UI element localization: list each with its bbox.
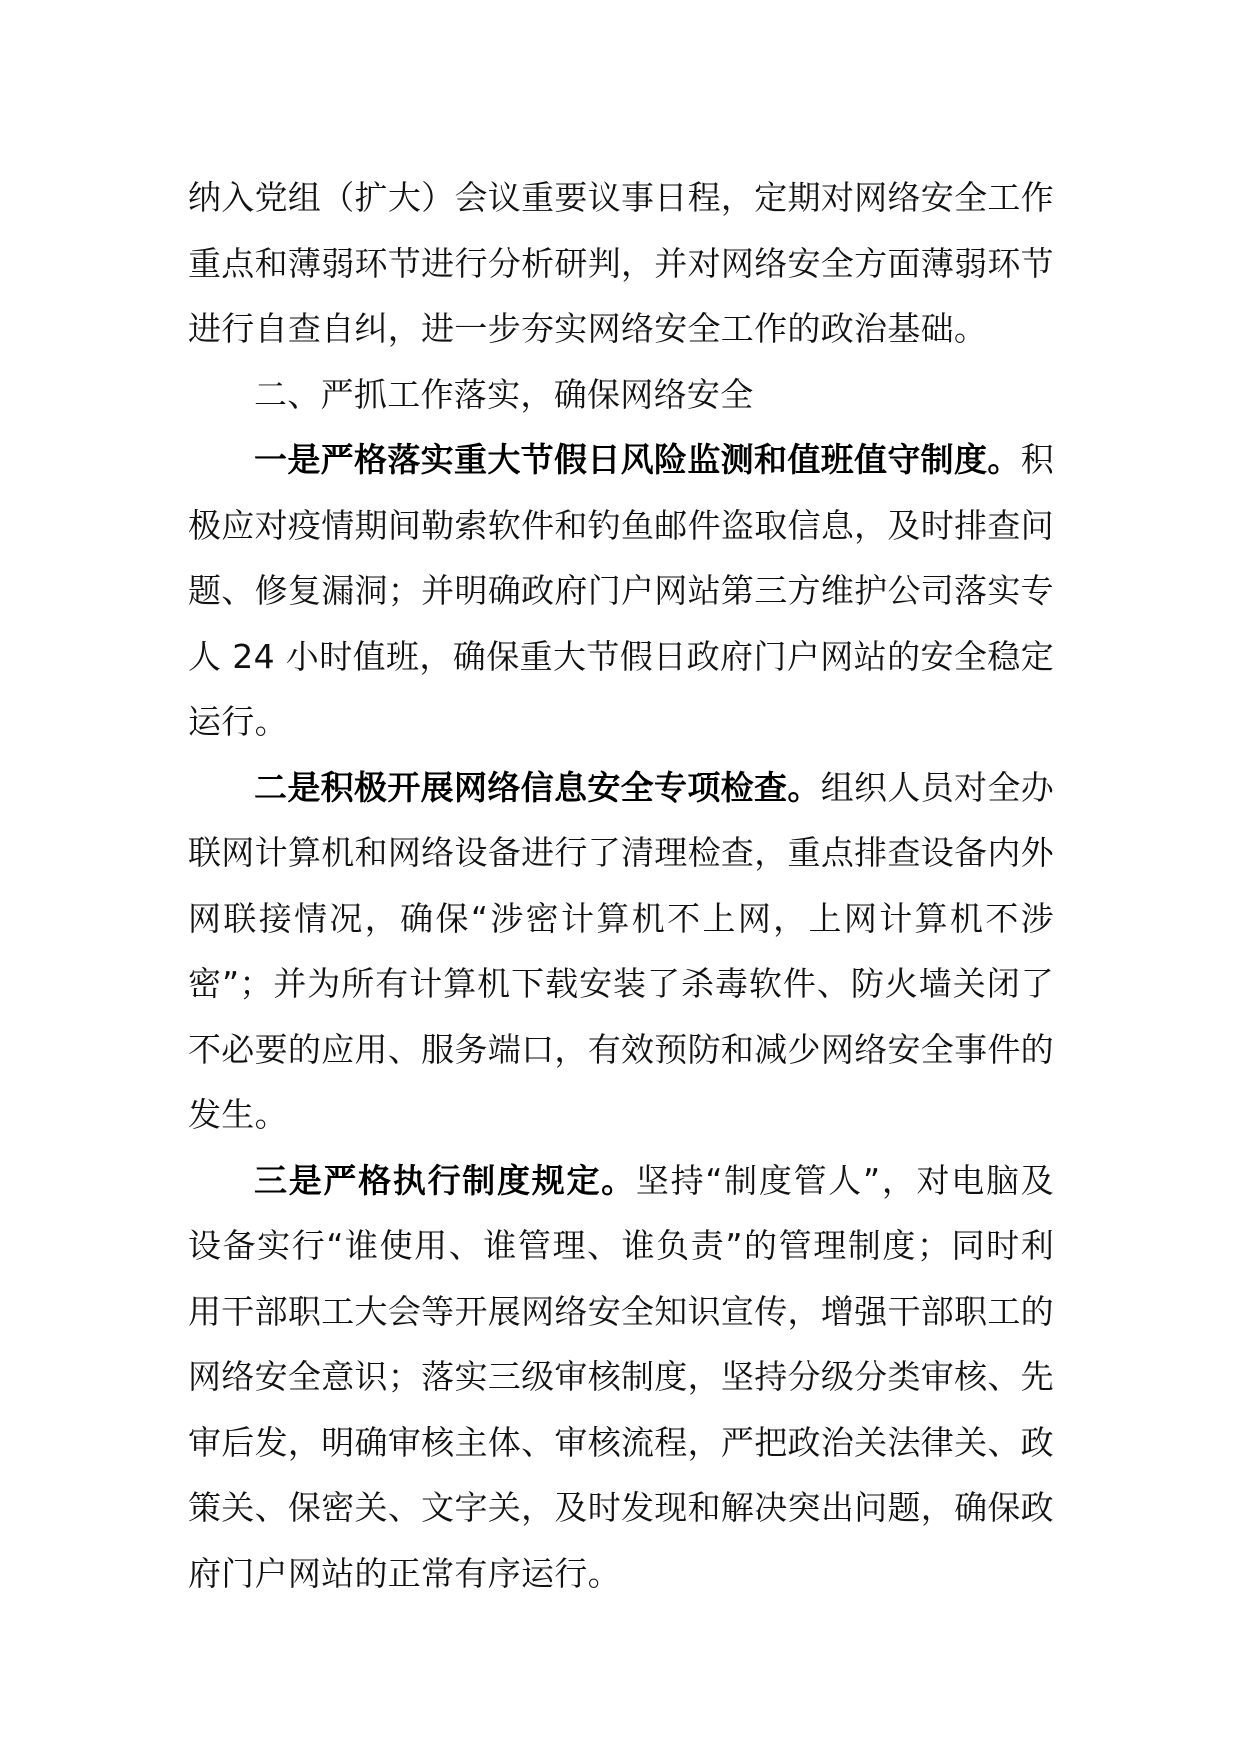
paragraph-lead: 二是积极开展网络信息安全专项检查。 xyxy=(254,767,821,807)
section-heading xyxy=(188,362,1054,428)
paragraph-lead: 一是严格落实重大节假日风险监测和值班值守制度。 xyxy=(254,440,1021,479)
paragraph-item-1 xyxy=(188,427,1054,755)
section-heading-text: 二、严抓工作落实，确保网络安全 xyxy=(254,374,754,414)
paragraph-text: 纳入党组（扩大）会议重要议事日程，定期对网络安全工作重点和薄弱环节进行分析研判，并对网络安全方面薄弱环节进行自查自纠，进一步夯实网络安全工作的政治基础。 xyxy=(188,178,1054,348)
paragraph-text: 坚持“制度管人”，对电脑及设备实行“谁使用、谁管理、谁负责”的管理制度；同时利用干部职工大会等开展网络安全知识宣传，增强干部职工的网络安全意识；落实三级审核制度，坚持分级分类审核、先审后发，明确审核主体、审核流程，严把政治关法律关、政策关、保密关、文字关，及时发现和解决突出问题，确保政府门户网站的正常有序运行。 xyxy=(188,1160,1054,1593)
paragraph-lead: 三是严格执行制度规定。 xyxy=(254,1160,636,1200)
paragraph-text: 组织人员对全办联网计算机和网络设备进行了清理检查，重点排查设备内外网联接情况，确保“涉密计算机不上网，上网计算机不涉密”；并为所有计算机下载安装了杀毒软件、防火墙关闭了不必要的应用、服务端口，有效预防和减少网络安全事件的发生。 xyxy=(188,767,1054,1134)
paragraph-text: 积极应对疫情期间勒索软件和钓鱼邮件盗取信息，及时排查问题、修复漏洞；并明确政府门户网站第三方维护公司落实专人 24 小时值班，确保重大节假日政府门户网站的安全稳定运行。 xyxy=(188,440,1054,741)
paragraph-item-3 xyxy=(188,1148,1054,1607)
document-body xyxy=(188,165,1054,1606)
paragraph-item-2 xyxy=(188,755,1054,1148)
paragraph-continuation xyxy=(188,165,1054,362)
